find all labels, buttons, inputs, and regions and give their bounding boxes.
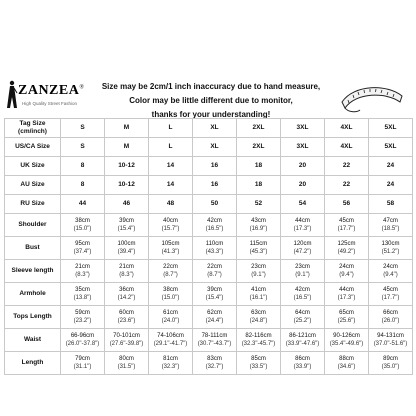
notice-line: Size may be 2cm/1 inch inaccuracy due to hand measure, xyxy=(101,82,321,91)
notice-line: Color may be little different due to monitor, xyxy=(129,96,293,105)
size-cell: 16 xyxy=(193,176,237,195)
measure-inch: (17.3") xyxy=(337,295,356,301)
size-cell: 24 xyxy=(369,157,413,176)
row-label: RU Size xyxy=(5,195,61,214)
measure-inch: (8.7") xyxy=(163,272,178,278)
measure-cm: 88cm xyxy=(339,356,354,362)
measure-cm: 39cm xyxy=(207,287,222,293)
measure-cm: 24cm xyxy=(339,264,354,270)
measure-cell xyxy=(105,283,149,306)
table-row xyxy=(5,176,413,195)
measure-inch: (9.1") xyxy=(295,272,310,278)
size-cell: 14 xyxy=(149,176,193,195)
table-row xyxy=(5,237,413,260)
size-cell: L xyxy=(149,119,193,138)
measure-cm: 21cm xyxy=(75,264,90,270)
measure-inch: (23.2") xyxy=(73,318,92,324)
measure-cm: 79cm xyxy=(75,356,90,362)
measure-cell xyxy=(149,283,193,306)
measure-inch: (26.0"-37.8") xyxy=(65,341,100,347)
measure-cm: 120cm xyxy=(293,241,312,247)
size-cell: 52 xyxy=(237,195,281,214)
measure-inch: (37.4") xyxy=(73,249,92,255)
size-cell: 46 xyxy=(105,195,149,214)
measure-cm: 105cm xyxy=(161,241,180,247)
measure-cell xyxy=(61,214,105,237)
measure-cm: 74-106cm xyxy=(157,333,184,339)
measure-cell xyxy=(149,214,193,237)
measure-cm: 23cm xyxy=(295,264,310,270)
row-label: Waist xyxy=(5,329,61,352)
measure-cm: 60cm xyxy=(119,310,134,316)
measure-cell xyxy=(193,283,237,306)
measurement-notice xyxy=(92,80,330,122)
measure-cell xyxy=(105,352,149,375)
measure-cell xyxy=(237,237,281,260)
measure-inch: (45.3") xyxy=(249,249,268,255)
table-row xyxy=(5,214,413,237)
measure-inch: (15.4") xyxy=(117,226,136,232)
measure-cell xyxy=(193,260,237,283)
measure-cell xyxy=(149,260,193,283)
measure-cell xyxy=(369,237,413,260)
measure-inch: (33.9") xyxy=(293,364,312,370)
measure-cell xyxy=(193,329,237,352)
measure-cell xyxy=(281,306,325,329)
measure-inch: (9.4") xyxy=(383,272,398,278)
measure-cell xyxy=(149,352,193,375)
size-cell: 3XL xyxy=(281,119,325,138)
measure-cell xyxy=(237,329,281,352)
measure-cm: 35cm xyxy=(75,287,90,293)
measure-inch: (17.3") xyxy=(293,226,312,232)
size-cell: XL xyxy=(193,119,237,138)
measure-cm: 115cm xyxy=(249,241,268,247)
measure-inch: (33.9"-47.6") xyxy=(285,341,320,347)
measure-cell xyxy=(105,214,149,237)
measure-cell xyxy=(105,306,149,329)
measure-cell xyxy=(237,352,281,375)
measure-inch: (31.1") xyxy=(73,364,92,370)
measure-cm: 43cm xyxy=(251,218,266,224)
measure-cell xyxy=(369,306,413,329)
measuring-tape-icon xyxy=(336,80,408,116)
size-cell: 3XL xyxy=(281,138,325,157)
measure-cm: 59cm xyxy=(75,310,90,316)
measure-cell xyxy=(149,306,193,329)
row-label: Tag Size (cm/inch) xyxy=(5,119,61,138)
measure-cm: 44cm xyxy=(295,218,310,224)
measure-cm: 39cm xyxy=(119,218,134,224)
measure-cm: 65cm xyxy=(339,310,354,316)
table-row xyxy=(5,329,413,352)
measure-inch: (33.5") xyxy=(249,364,268,370)
measure-cell xyxy=(281,237,325,260)
measure-inch: (35.0") xyxy=(381,364,400,370)
measure-inch: (32.3") xyxy=(161,364,180,370)
brand-logo xyxy=(4,74,94,118)
measure-inch: (18.5") xyxy=(381,226,400,232)
size-cell: 18 xyxy=(237,157,281,176)
measure-cm: 110cm xyxy=(205,241,224,247)
measure-inch: (49.2") xyxy=(337,249,356,255)
measure-cm: 85cm xyxy=(251,356,266,362)
row-label: UK Size xyxy=(5,157,61,176)
measure-cm: 61cm xyxy=(163,310,178,316)
size-cell: 24 xyxy=(369,176,413,195)
measure-inch: (31.5") xyxy=(117,364,136,370)
measure-inch: (9.1") xyxy=(251,272,266,278)
measure-inch: (26.0") xyxy=(381,318,400,324)
measure-inch: (9.4") xyxy=(339,272,354,278)
measure-cm: 24cm xyxy=(383,264,398,270)
measure-cm: 94-131cm xyxy=(377,333,404,339)
measure-cell xyxy=(237,306,281,329)
measure-cm: 125cm xyxy=(337,241,356,247)
size-cell: M xyxy=(105,138,149,157)
measure-cm: 95cm xyxy=(75,241,90,247)
measure-cell xyxy=(369,352,413,375)
measure-cell xyxy=(61,352,105,375)
measure-cell xyxy=(61,329,105,352)
measure-cell xyxy=(281,283,325,306)
size-table xyxy=(4,118,413,375)
size-cell: 10-12 xyxy=(105,176,149,195)
measure-inch: (24.4") xyxy=(205,318,224,324)
size-cell: 18 xyxy=(237,176,281,195)
size-cell: 58 xyxy=(369,195,413,214)
row-label: Shoulder xyxy=(5,214,61,237)
measure-inch: (15.7") xyxy=(161,226,180,232)
table-row xyxy=(5,119,413,138)
table-row xyxy=(5,352,413,375)
measure-inch: (32.3"-45.7") xyxy=(241,341,276,347)
measure-cell xyxy=(369,329,413,352)
size-cell: 20 xyxy=(281,176,325,195)
measure-cm: 64cm xyxy=(295,310,310,316)
measure-cm: 23cm xyxy=(251,264,266,270)
measure-cell xyxy=(193,352,237,375)
measure-inch: (16.5") xyxy=(293,295,312,301)
measure-cell xyxy=(325,237,369,260)
measure-inch: (34.6") xyxy=(337,364,356,370)
measure-cell xyxy=(105,329,149,352)
measure-cm: 63cm xyxy=(251,310,266,316)
measure-cm: 86cm xyxy=(295,356,310,362)
row-label: Armhole xyxy=(5,283,61,306)
measure-inch: (25.2") xyxy=(293,318,312,324)
measure-inch: (13.8") xyxy=(73,295,92,301)
row-label: AU Size xyxy=(5,176,61,195)
measure-inch: (16.5") xyxy=(205,226,224,232)
measure-cell xyxy=(281,352,325,375)
woman-silhouette-icon xyxy=(6,80,18,110)
measure-inch: (39.4") xyxy=(117,249,136,255)
size-cell: 5XL xyxy=(369,119,413,138)
table-row xyxy=(5,138,413,157)
size-cell: 22 xyxy=(325,157,369,176)
measure-cell xyxy=(61,283,105,306)
measure-cell xyxy=(61,237,105,260)
measure-cm: 66-96cm xyxy=(70,333,95,339)
size-cell: 8 xyxy=(61,176,105,195)
measure-cm: 22cm xyxy=(207,264,222,270)
measure-cm: 81cm xyxy=(163,356,178,362)
measure-cm: 45cm xyxy=(339,218,354,224)
measure-inch: (29.1"-41.7") xyxy=(153,341,188,347)
measure-cell xyxy=(149,237,193,260)
measure-cm: 100cm xyxy=(117,241,136,247)
measure-cell xyxy=(325,352,369,375)
table-row xyxy=(5,283,413,306)
size-cell: 5XL xyxy=(369,138,413,157)
measure-inch: (16.1") xyxy=(249,295,268,301)
measure-inch: (14.2") xyxy=(117,295,136,301)
measure-cell xyxy=(149,329,193,352)
measure-cell xyxy=(237,214,281,237)
size-cell: 2XL xyxy=(237,119,281,138)
measure-cm: 40cm xyxy=(163,218,178,224)
measure-cm: 36cm xyxy=(119,287,134,293)
measure-cell xyxy=(193,214,237,237)
size-cell: 48 xyxy=(149,195,193,214)
size-cell: 54 xyxy=(281,195,325,214)
measure-cell xyxy=(325,283,369,306)
measure-cm: 38cm xyxy=(163,287,178,293)
measure-cell xyxy=(237,260,281,283)
brand-tagline: High Quality Street Fashion xyxy=(22,101,78,106)
measure-cell xyxy=(325,306,369,329)
measure-cm: 130cm xyxy=(381,241,400,247)
measure-inch: (15.0") xyxy=(73,226,92,232)
measure-cell xyxy=(369,214,413,237)
size-cell: 16 xyxy=(193,157,237,176)
measure-cell xyxy=(369,283,413,306)
measure-cm: 22cm xyxy=(163,264,178,270)
brand-name: ZANZEA® xyxy=(18,83,85,98)
measure-inch: (8.7") xyxy=(207,272,222,278)
measure-inch: (27.6"-39.8") xyxy=(109,341,144,347)
measure-inch: (24.8") xyxy=(249,318,268,324)
measure-cm: 80cm xyxy=(119,356,134,362)
measure-cm: 82-116cm xyxy=(245,333,272,339)
measure-inch: (51.2") xyxy=(381,249,400,255)
measure-cell xyxy=(61,306,105,329)
table-row xyxy=(5,260,413,283)
size-cell: S xyxy=(61,119,105,138)
measure-cm: 78-111cm xyxy=(201,333,228,339)
size-cell: S xyxy=(61,138,105,157)
measure-inch: (37.0"-51.6") xyxy=(373,341,408,347)
measure-cm: 45cm xyxy=(383,287,398,293)
measure-cm: 42cm xyxy=(295,287,310,293)
size-cell: L xyxy=(149,138,193,157)
measure-cell xyxy=(105,260,149,283)
size-cell: 14 xyxy=(149,157,193,176)
measure-cell xyxy=(325,214,369,237)
measure-cm: 21cm xyxy=(119,264,134,270)
size-cell: 44 xyxy=(61,195,105,214)
measure-cm: 42cm xyxy=(207,218,222,224)
measure-cell xyxy=(193,237,237,260)
measure-inch: (8.3") xyxy=(75,272,90,278)
measure-cm: 90-126cm xyxy=(333,333,360,339)
measure-inch: (16.9") xyxy=(249,226,268,232)
table-row xyxy=(5,195,413,214)
measure-cell xyxy=(237,283,281,306)
measure-inch: (15.0") xyxy=(161,295,180,301)
measure-cell xyxy=(281,329,325,352)
measure-inch: (47.2") xyxy=(293,249,312,255)
size-cell: 50 xyxy=(193,195,237,214)
row-label: Length xyxy=(5,352,61,375)
size-cell: 4XL xyxy=(325,119,369,138)
measure-inch: (41.3") xyxy=(161,249,180,255)
measure-cell xyxy=(325,329,369,352)
measure-inch: (24.0") xyxy=(161,318,180,324)
measure-inch: (30.7"-43.7") xyxy=(197,341,232,347)
size-cell: 2XL xyxy=(237,138,281,157)
row-label: Bust xyxy=(5,237,61,260)
measure-cm: 83cm xyxy=(207,356,222,362)
table-row xyxy=(5,306,413,329)
size-cell: 4XL xyxy=(325,138,369,157)
measure-inch: (25.6") xyxy=(337,318,356,324)
measure-cm: 38cm xyxy=(75,218,90,224)
table-row xyxy=(5,157,413,176)
measure-cm: 86-121cm xyxy=(289,333,316,339)
notice-line: thanks for your understanding! xyxy=(151,110,271,119)
row-label: Sleeve length xyxy=(5,260,61,283)
measure-cm: 70-101cm xyxy=(113,333,140,339)
size-cell: 22 xyxy=(325,176,369,195)
measure-cm: 44cm xyxy=(339,287,354,293)
measure-inch: (32.7") xyxy=(205,364,224,370)
measure-cell xyxy=(325,260,369,283)
measure-cm: 62cm xyxy=(207,310,222,316)
size-cell: XL xyxy=(193,138,237,157)
row-label: Tops Length xyxy=(5,306,61,329)
size-cell: 10-12 xyxy=(105,157,149,176)
measure-cm: 66cm xyxy=(383,310,398,316)
measure-inch: (15.4") xyxy=(205,295,224,301)
measure-cm: 89cm xyxy=(383,356,398,362)
measure-inch: (17.7") xyxy=(337,226,356,232)
size-cell: 8 xyxy=(61,157,105,176)
size-cell: 56 xyxy=(325,195,369,214)
measure-cell xyxy=(281,260,325,283)
size-cell: M xyxy=(105,119,149,138)
row-label: US/CA Size xyxy=(5,138,61,157)
measure-inch: (23.6") xyxy=(117,318,136,324)
measure-cell xyxy=(61,260,105,283)
measure-inch: (35.4"-49.6") xyxy=(329,341,364,347)
measure-inch: (43.3") xyxy=(205,249,224,255)
measure-cell xyxy=(105,237,149,260)
measure-cell xyxy=(281,214,325,237)
measure-inch: (17.7") xyxy=(381,295,400,301)
measure-cm: 41cm xyxy=(251,287,266,293)
size-cell: 20 xyxy=(281,157,325,176)
measure-cell xyxy=(193,306,237,329)
measure-inch: (8.3") xyxy=(119,272,134,278)
measure-cell xyxy=(369,260,413,283)
measure-cm: 47cm xyxy=(383,218,398,224)
